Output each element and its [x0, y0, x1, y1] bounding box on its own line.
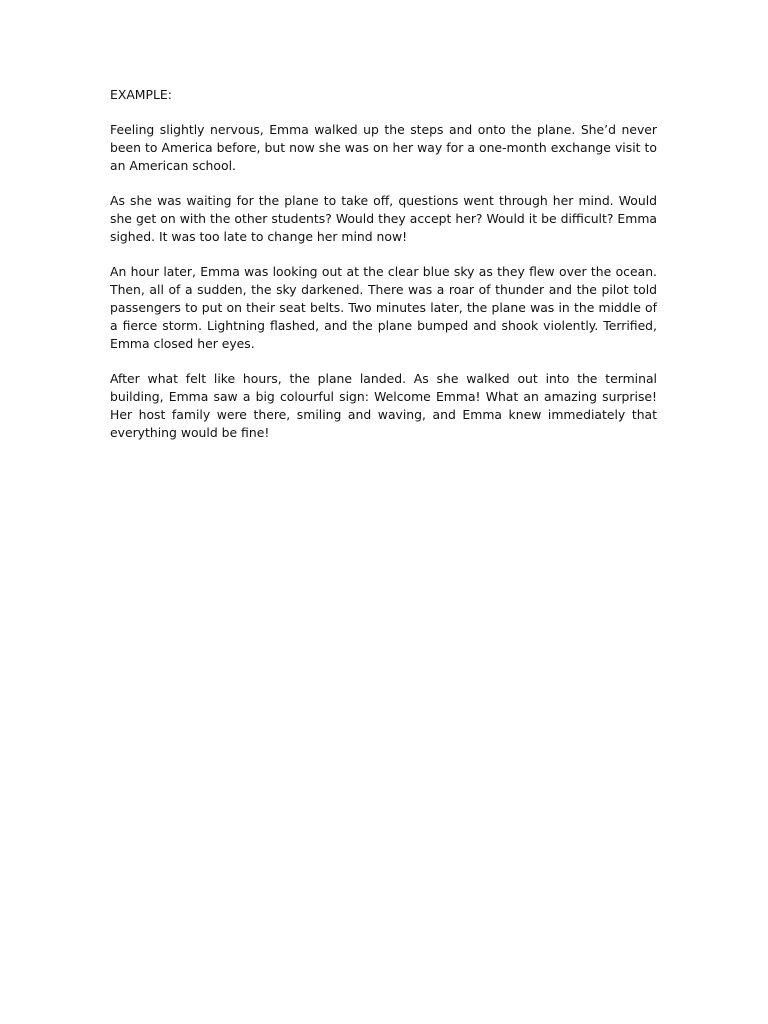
paragraph-4: After what felt like hours, the plane landed. As she walked out into the terminal building, Emma saw a big colourful sign: Welcome Emma! What an amazing surprise! Her host family were there, smiling and waving, and Emma knew immediately that everything would be fine! — [110, 371, 657, 440]
paragraph-1: Feeling slightly nervous, Emma walked up the steps and onto the plane. She’d never been to America before, but now she was on her way for a one-month exchange visit to an American school. — [110, 122, 657, 173]
paragraph-2: As she was waiting for the plane to take off, questions went through her mind. Would she get on with the other students? Would they accept her? Would it be difficult? Emma sighed. It was too late to change her mind now! — [110, 193, 657, 244]
paragraph-3: An hour later, Emma was looking out at the clear blue sky as they flew over the ocean. Then, all of a sudden, the sky darkened. There was a roar of thunder and the pilot told passengers to put on their seat belts. Two minutes later, the plane was in the middle of a fierce storm. Lightning flashed, and the plane bumped and shook violently. Terrified, Emma closed her eyes. — [110, 264, 657, 351]
document-heading: EXAMPLE: — [110, 87, 172, 102]
